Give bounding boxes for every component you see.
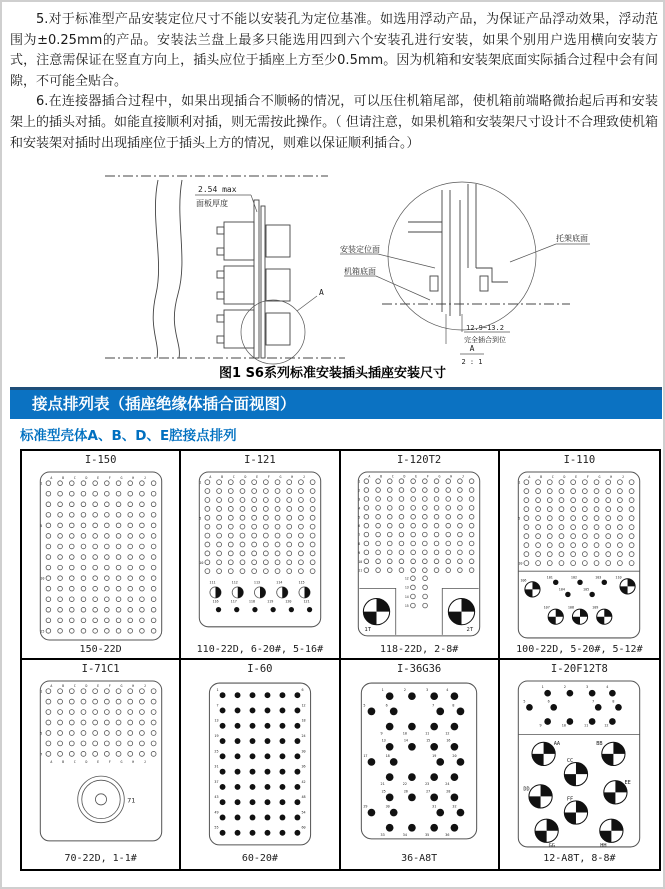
svg-text:D: D [85, 684, 88, 689]
svg-text:FF: FF [567, 796, 574, 803]
svg-text:5: 5 [39, 523, 42, 528]
svg-text:18: 18 [301, 718, 306, 723]
svg-text:55: 55 [214, 825, 219, 830]
svg-text:6: 6 [358, 524, 361, 529]
svg-text:60: 60 [301, 825, 306, 830]
pin-cell-caption: 110-22D, 6-20#, 5-16# [196, 644, 324, 655]
svg-text:1: 1 [199, 480, 202, 485]
pin-cell-caption: 118-22D, 2-8# [379, 644, 459, 655]
svg-text:121: 121 [303, 599, 310, 604]
svg-text:J: J [143, 476, 146, 481]
pin-diagram [25, 678, 177, 852]
pin-diagram [343, 469, 495, 643]
pin-cell-caption: 70-22D, 1-1# [64, 853, 137, 864]
svg-text:H: H [610, 475, 613, 480]
pin-diagram [25, 469, 177, 643]
svg-text:G: G [438, 474, 441, 479]
svg-text:28: 28 [446, 789, 451, 794]
svg-text:6: 6 [548, 699, 551, 704]
detail-circle-left [241, 300, 305, 364]
pin-cell-title: I-71C1 [81, 663, 120, 675]
pin-cell-title: I-60 [247, 663, 273, 675]
svg-text:119: 119 [266, 599, 274, 604]
svg-text:104: 104 [559, 587, 566, 592]
svg-text:F: F [426, 474, 429, 479]
detail-leader [297, 296, 317, 311]
svg-text:48: 48 [301, 795, 306, 800]
svg-text:1: 1 [381, 688, 384, 693]
svg-text:105: 105 [583, 587, 590, 592]
svg-text:3: 3 [426, 688, 429, 693]
svg-text:4: 4 [358, 506, 361, 511]
svg-text:J: J [302, 475, 305, 480]
svg-text:1T: 1T [364, 626, 372, 633]
svg-text:托架底面: 托架底面 [556, 234, 588, 243]
svg-text:EE: EE [624, 780, 632, 787]
svg-text:42: 42 [301, 779, 306, 784]
svg-text:115: 115 [298, 580, 305, 585]
svg-text:2: 2 [358, 488, 361, 493]
pin-cell-title: I-121 [244, 454, 276, 466]
svg-text:110: 110 [615, 575, 622, 580]
svg-text:GG: GG [549, 842, 556, 849]
callout-mount-face [340, 244, 435, 268]
svg-text:AA: AA [554, 740, 561, 747]
svg-text:3: 3 [358, 497, 361, 502]
svg-text:11: 11 [358, 568, 363, 573]
svg-text:21: 21 [380, 782, 385, 787]
figure-1-drawing [10, 164, 655, 366]
svg-text:E: E [415, 474, 418, 479]
svg-text:22: 22 [402, 782, 408, 787]
svg-text:B: B [61, 759, 64, 764]
svg-text:D: D [563, 475, 566, 480]
svg-text:26: 26 [403, 789, 409, 794]
pin-cell-caption: 100-22D, 5-20#, 5-12# [516, 644, 643, 655]
svg-text:J: J [622, 475, 625, 480]
svg-text:25: 25 [381, 789, 386, 794]
svg-text:H: H [131, 476, 134, 481]
svg-text:9: 9 [539, 723, 542, 728]
svg-text:35: 35 [425, 832, 430, 837]
svg-text:14: 14 [403, 738, 409, 743]
panel-thickness-dimension [195, 185, 257, 212]
svg-text:25: 25 [214, 749, 219, 754]
svg-text:1: 1 [39, 481, 42, 486]
svg-text:118: 118 [248, 599, 255, 604]
svg-text:27: 27 [426, 789, 431, 794]
pin-cell [181, 451, 340, 660]
svg-text:37: 37 [214, 779, 219, 784]
svg-text:34: 34 [402, 832, 408, 837]
pin-cell [341, 451, 500, 660]
svg-text:9: 9 [358, 550, 361, 555]
svg-text:12: 12 [445, 731, 450, 736]
svg-text:31: 31 [214, 764, 219, 769]
pin-diagram [184, 678, 336, 852]
svg-text:106: 106 [520, 578, 527, 583]
svg-text:B: B [540, 475, 543, 480]
callout-bracket-face [510, 233, 590, 262]
section-header-text: 接点排列表（插座绝缘体插合面视图） [32, 395, 296, 413]
svg-text:J: J [143, 684, 146, 689]
connector-shells-right [266, 225, 290, 345]
svg-text:6: 6 [385, 703, 388, 708]
svg-text:D: D [85, 759, 88, 764]
svg-text:111: 111 [209, 580, 216, 585]
svg-text:120: 120 [285, 599, 292, 604]
svg-text:1: 1 [216, 688, 219, 693]
svg-text:A: A [50, 759, 52, 764]
detail-section-lines [408, 184, 508, 316]
svg-text:F: F [587, 475, 590, 480]
svg-text:1: 1 [518, 480, 521, 485]
svg-text:CC: CC [567, 757, 574, 764]
svg-text:F: F [267, 475, 270, 480]
pin-cell-title: I-110 [563, 454, 596, 466]
svg-text:31: 31 [432, 804, 437, 809]
svg-text:2: 2 [403, 688, 407, 693]
scale-ref-text: A [469, 344, 475, 353]
svg-text:B: B [61, 684, 64, 689]
svg-text:13: 13 [404, 585, 409, 590]
svg-text:H: H [450, 474, 453, 479]
svg-text:B: B [380, 474, 383, 479]
detail-ref-text: A [319, 288, 324, 297]
pin-cell-title: I-120T2 [396, 454, 442, 466]
svg-text:10: 10 [562, 723, 567, 728]
svg-text:5: 5 [358, 515, 361, 520]
svg-text:16: 16 [446, 738, 451, 743]
chassis-wavy-edge-inner [174, 180, 182, 358]
svg-text:H: H [131, 684, 134, 689]
pin-layout-table [20, 449, 661, 871]
svg-text:36: 36 [301, 764, 306, 769]
svg-text:23: 23 [425, 782, 430, 787]
pin-diagram [503, 469, 655, 643]
svg-text:15: 15 [404, 603, 409, 608]
svg-text:5: 5 [523, 699, 526, 704]
svg-text:10: 10 [199, 560, 204, 565]
pin-cell [500, 660, 659, 869]
svg-text:12: 12 [301, 703, 306, 708]
svg-text:E: E [96, 759, 99, 764]
svg-text:29: 29 [363, 804, 368, 809]
svg-text:J: J [143, 759, 146, 764]
svg-text:54: 54 [301, 810, 306, 815]
svg-text:109: 109 [592, 605, 599, 610]
svg-text:7: 7 [358, 533, 361, 538]
pin-cell-caption: 36-A8T [401, 853, 438, 864]
svg-text:10: 10 [358, 559, 363, 564]
svg-text:H: H [131, 759, 134, 764]
scale-value-text: 2 : 1 [461, 358, 483, 366]
svg-text:E: E [96, 476, 99, 481]
paragraph-6: 6.在连接器插合过程中，如果出现插合不顺畅的情况，可以压住机箱尾部，使机箱前端略微抬起后再和安装架上的插头对插。如能直接顺利对插，则无需按此操作。（ 但请注意，如果机箱和安装架尺寸设计不合理致使机箱和安装架对插时出现插座位于插头上方的情况，则难以保证顺利插合。） [10, 94, 658, 151]
svg-text:5: 5 [39, 731, 42, 736]
svg-text:36: 36 [445, 832, 450, 837]
svg-text:13: 13 [214, 718, 219, 723]
svg-text:33: 33 [380, 832, 385, 837]
svg-text:2T: 2T [466, 626, 474, 633]
svg-text:113: 113 [253, 580, 260, 585]
pin-cell-caption: 60-20# [241, 853, 278, 864]
pin-cell-title: I-20F12T8 [550, 663, 608, 675]
pin-cell [22, 660, 181, 869]
mate-label-text: 完全插合到位 [464, 336, 506, 344]
svg-text:G: G [120, 759, 123, 764]
svg-text:5: 5 [518, 516, 521, 521]
svg-text:101: 101 [547, 575, 554, 580]
svg-text:1: 1 [358, 479, 361, 484]
svg-text:10: 10 [39, 576, 45, 581]
pin-cell-title: I-36G36 [396, 663, 442, 675]
svg-text:7: 7 [592, 699, 595, 704]
figure-caption: 图1 S6系列标准安装插头插座安装尺寸 [219, 366, 446, 381]
pin-cell-title: I-150 [84, 454, 117, 466]
svg-text:18: 18 [385, 753, 390, 758]
svg-text:17: 17 [363, 753, 368, 758]
pin-diagram [503, 678, 655, 852]
svg-text:114: 114 [276, 580, 283, 585]
svg-text:12: 12 [604, 723, 609, 728]
svg-text:机箱底面: 机箱底面 [344, 267, 376, 276]
svg-text:7: 7 [39, 752, 42, 757]
svg-text:103: 103 [595, 575, 602, 580]
svg-text:116: 116 [212, 599, 219, 604]
svg-text:1: 1 [39, 689, 42, 694]
svg-text:A: A [368, 474, 371, 479]
pin-cell-caption: 12-A8T, 8-8# [543, 853, 616, 864]
svg-text:B: B [61, 476, 64, 481]
svg-text:1: 1 [541, 685, 545, 690]
svg-text:C: C [552, 475, 555, 480]
svg-text:32: 32 [452, 804, 457, 809]
svg-text:D: D [403, 474, 406, 479]
svg-text:B: B [220, 475, 223, 480]
svg-text:11: 11 [425, 731, 430, 736]
pin-diagram [184, 469, 336, 643]
svg-text:C: C [73, 476, 76, 481]
svg-text:G: G [120, 476, 123, 481]
svg-text:5: 5 [363, 703, 366, 708]
svg-text:A: A [528, 475, 531, 480]
svg-text:49: 49 [214, 810, 219, 815]
connector-shells-left [217, 222, 254, 348]
svg-text:9: 9 [380, 731, 383, 736]
svg-text:D: D [244, 475, 247, 480]
pin-cell [181, 660, 340, 869]
svg-text:F: F [108, 476, 111, 481]
svg-text:71: 71 [126, 796, 135, 805]
svg-text:7: 7 [216, 703, 219, 708]
svg-text:20: 20 [452, 753, 457, 758]
svg-text:BB: BB [596, 740, 603, 747]
svg-text:G: G [598, 475, 601, 480]
svg-text:HH: HH [600, 842, 607, 849]
svg-text:A: A [50, 684, 52, 689]
pin-cell [341, 660, 500, 869]
svg-text:24: 24 [445, 782, 450, 787]
svg-text:8: 8 [612, 699, 615, 704]
svg-text:30: 30 [301, 749, 306, 754]
pin-cell-caption: 150-22D [79, 644, 122, 655]
panel-plate-2 [261, 206, 265, 358]
svg-text:A: A [50, 476, 52, 481]
svg-text:C: C [391, 474, 394, 479]
svg-text:C: C [73, 759, 76, 764]
mate-dim-text: 12.9~13.2 [466, 324, 504, 332]
svg-text:112: 112 [231, 580, 238, 585]
svg-text:19: 19 [214, 734, 219, 739]
svg-text:8: 8 [358, 541, 361, 546]
svg-text:E: E [256, 475, 259, 480]
svg-text:15: 15 [39, 629, 45, 634]
svg-text:117: 117 [230, 599, 237, 604]
svg-text:2: 2 [564, 685, 567, 690]
svg-text:A: A [209, 475, 212, 480]
svg-text:E: E [575, 475, 578, 480]
svg-text:J: J [462, 474, 465, 479]
svg-text:E: E [96, 684, 99, 689]
svg-text:10: 10 [402, 731, 408, 736]
callout-chassis-face [344, 266, 430, 300]
pin-diagram [343, 678, 495, 852]
svg-text:D: D [85, 476, 88, 481]
svg-text:102: 102 [571, 575, 578, 580]
svg-text:C: C [232, 475, 235, 480]
svg-text:C: C [73, 684, 76, 689]
svg-text:G: G [120, 684, 123, 689]
panel-plate [254, 200, 259, 358]
svg-text:4: 4 [606, 685, 609, 690]
svg-text:安装定位面: 安装定位面 [340, 245, 380, 254]
svg-text:H: H [291, 475, 294, 480]
svg-text:10: 10 [518, 561, 523, 566]
svg-text:14: 14 [404, 594, 409, 599]
svg-text:4: 4 [446, 688, 449, 693]
panel-label-text: 面板厚度 [196, 199, 228, 208]
svg-text:107: 107 [543, 605, 551, 610]
svg-text:13: 13 [381, 738, 386, 743]
svg-text:G: G [279, 475, 282, 480]
section-header-bar [10, 390, 662, 419]
svg-text:30: 30 [385, 804, 390, 809]
svg-text:5: 5 [199, 516, 202, 521]
svg-text:F: F [108, 759, 111, 764]
mate-dimension [446, 314, 510, 344]
pin-cell [22, 451, 181, 660]
svg-text:8: 8 [452, 703, 455, 708]
svg-text:24: 24 [301, 734, 306, 739]
figure-1 [10, 164, 655, 364]
svg-text:F: F [108, 684, 111, 689]
section-subtitle: 标准型壳体A、B、D、E腔接点排列 [20, 428, 237, 444]
svg-text:108: 108 [568, 605, 575, 610]
detail-circle-right [388, 182, 536, 330]
pin-cell [500, 451, 659, 660]
svg-text:7: 7 [432, 703, 435, 708]
svg-text:6: 6 [301, 688, 304, 693]
svg-text:DD: DD [523, 786, 531, 793]
svg-text:3: 3 [586, 685, 589, 690]
panel-dim-text: 2.54 max [198, 185, 237, 194]
svg-text:43: 43 [214, 795, 219, 800]
svg-text:15: 15 [426, 738, 431, 743]
svg-text:19: 19 [432, 753, 437, 758]
svg-text:11: 11 [584, 723, 589, 728]
intro-paragraphs [10, 10, 658, 154]
paragraph-5: 5.对于标准型产品安装定位尺寸不能以安装孔为定位基准。如选用浮动产品，为保证产品浮动效果，浮动范围为±0.25mm的产品。安装法兰盘上最多只能选用四到六个安装孔进行安装，如果个别用户选用横向安装方式，注意需保证在竖直方向上，插头应位于插座上方至少0.5mm。因为机箱和安装架底面实际插合过程中会有间隙，不可能全贴合。 [10, 12, 658, 89]
chassis-wavy-edge [153, 180, 158, 358]
svg-text:12: 12 [404, 576, 409, 581]
